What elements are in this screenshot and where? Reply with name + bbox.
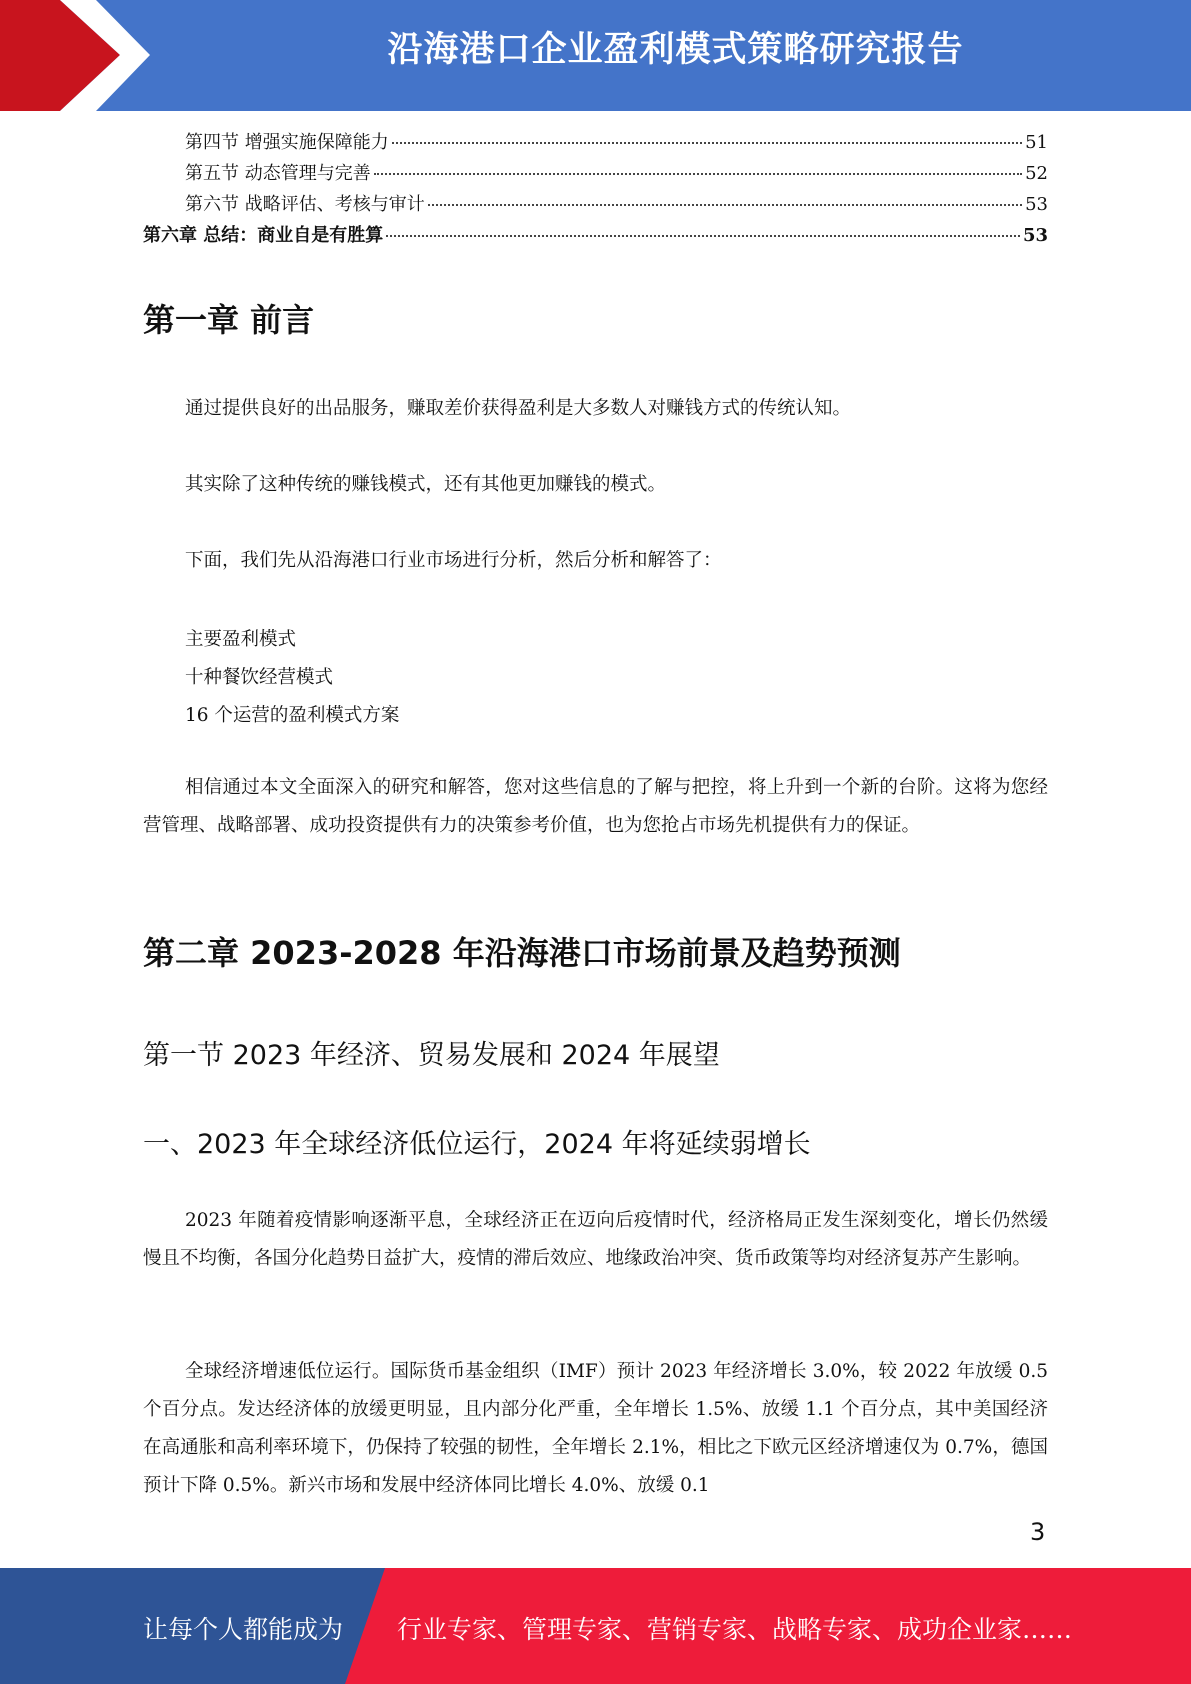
toc-entry[interactable] [185,190,1048,220]
toc-entry-page: 52 [1025,163,1048,184]
page-number: 3 [1030,1518,1046,1546]
toc-entry[interactable] [185,128,1048,158]
section-heading: 第一节 2023 年经济、贸易发展和 2024 年展望 [143,1040,720,1071]
toc-entry-chapter[interactable] [143,221,1048,251]
chapter2-paragraph: 全球经济增速低位运行。国际货币基金组织（IMF）预计 2023 年经济增长 3.0%，较 2022 年放缓 0.5 个百分点。发达经济体的放缓更明显，且内部分化严重，全年增长 1.5%、放缓 1.1 个百分点，其中美国经济在高通胀和高利率环境下，仍保持了较强的韧性，全年增长 2.1%，相比之下欧元区经济增速仅为 0.7%，德国预计下降 0.5%。新兴市场和发展中经济体同比增长 4.0%、放缓 0.1 [143,1361,1048,1496]
toc-entry-page: 53 [1025,194,1048,215]
toc-entry-page: 51 [1025,132,1048,153]
toc-leader-dots [374,173,1022,175]
chapter1-heading: 第一章 前言 [143,301,315,339]
toc-entry-title: 第六章 总结：商业自是有胜算 [143,225,384,246]
toc-entry-title: 第五节 动态管理与完善 [185,163,371,184]
toc-entry-title: 第四节 增强实施保障能力 [185,132,389,153]
chapter2-heading: 第二章 2023-2028 年沿海港口市场前景及趋势预测 [143,934,901,972]
footer-slogan-right: 行业专家、管理专家、营销专家、战略专家、成功企业家…… [397,1615,1073,1644]
chapter1-paragraph: 其实除了这种传统的赚钱模式，还有其他更加赚钱的模式。 [185,474,667,495]
toc-leader-dots [386,235,1020,237]
toc-entry[interactable] [185,159,1048,189]
list-item: 十种餐饮经营模式 [185,667,334,688]
page-header [0,0,1191,111]
chapter1-paragraph: 下面，我们先从沿海港口行业市场进行分析，然后分析和解答了： [185,550,722,571]
page-footer [0,1568,1191,1684]
chapter1-paragraph: 通过提供良好的出品服务，赚取差价获得盈利是大多数人对赚钱方式的传统认知。 [185,398,852,419]
footer-slogan-left: 让每个人都能成为 [143,1615,344,1644]
header-title: 沿海港口企业盈利模式策略研究报告 [387,30,964,70]
subsection-heading: 一、2023 年全球经济低位运行，2024 年将延续弱增长 [143,1129,811,1160]
toc-leader-dots [392,142,1022,144]
toc-leader-dots [428,204,1022,206]
chapter1-paragraph: 相信通过本文全面深入的研究和解答，您对这些信息的了解与把控，将上升到一个新的台阶。这将为您经营管理、战略部署、成功投资提供有力的决策参考价值，也为您抢占市场先机提供有力的保证。 [143,777,1048,836]
toc-entry-title: 第六节 战略评估、考核与审计 [185,194,425,215]
list-item: 16 个运营的盈利模式方案 [185,705,400,726]
toc-entry-page: 53 [1022,225,1048,246]
list-item: 主要盈利模式 [185,629,297,650]
chapter2-paragraph: 2023 年随着疫情影响逐渐平息，全球经济正在迈向后疫情时代，经济格局正发生深刻变化，增长仍然缓慢且不均衡，各国分化趋势日益扩大，疫情的滞后效应、地缘政治冲突、货币政策等均对经济复苏产生影响。 [143,1210,1048,1269]
